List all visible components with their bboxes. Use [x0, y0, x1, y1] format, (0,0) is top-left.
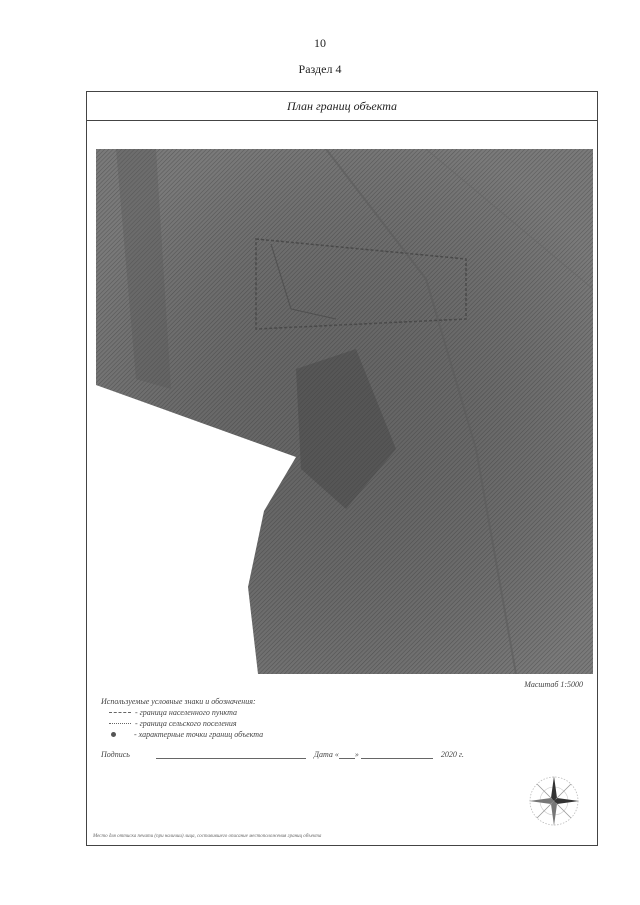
- date-year: 2020 г.: [440, 750, 464, 759]
- legend-item: - граница населенного пункта: [101, 707, 263, 718]
- dashed-line-icon: [109, 712, 131, 713]
- date-mid: »: [354, 750, 359, 759]
- dotted-line-icon: [109, 723, 131, 724]
- point-icon: [111, 732, 116, 737]
- day-line: [339, 750, 355, 759]
- map-scale: Масштаб 1:5000: [524, 680, 583, 689]
- legend: [101, 696, 263, 740]
- satellite-map: [96, 149, 593, 674]
- page-number: 10: [314, 36, 326, 50]
- month-line: [361, 750, 433, 759]
- signature-label: Подпись: [101, 750, 130, 759]
- legend-item: - характерные точки границ объекта: [101, 729, 263, 740]
- legend-item: - граница сельского поселения: [101, 718, 263, 729]
- date-label: Дата «: [313, 750, 339, 759]
- section-title: Раздел 4: [298, 62, 342, 76]
- legend-title: Используемые условные знаки и обозначения:: [101, 697, 256, 706]
- document-frame: [86, 91, 598, 846]
- footnote: Место для оттиска печати (при наличии) лица, составившего описание местоположения границ объекта: [93, 834, 322, 839]
- compass-rose-icon: [525, 772, 583, 830]
- map-image: [96, 149, 593, 674]
- signature-block: [101, 750, 464, 759]
- signature-line: [156, 750, 306, 759]
- frame-header: План границ объекта: [87, 92, 597, 121]
